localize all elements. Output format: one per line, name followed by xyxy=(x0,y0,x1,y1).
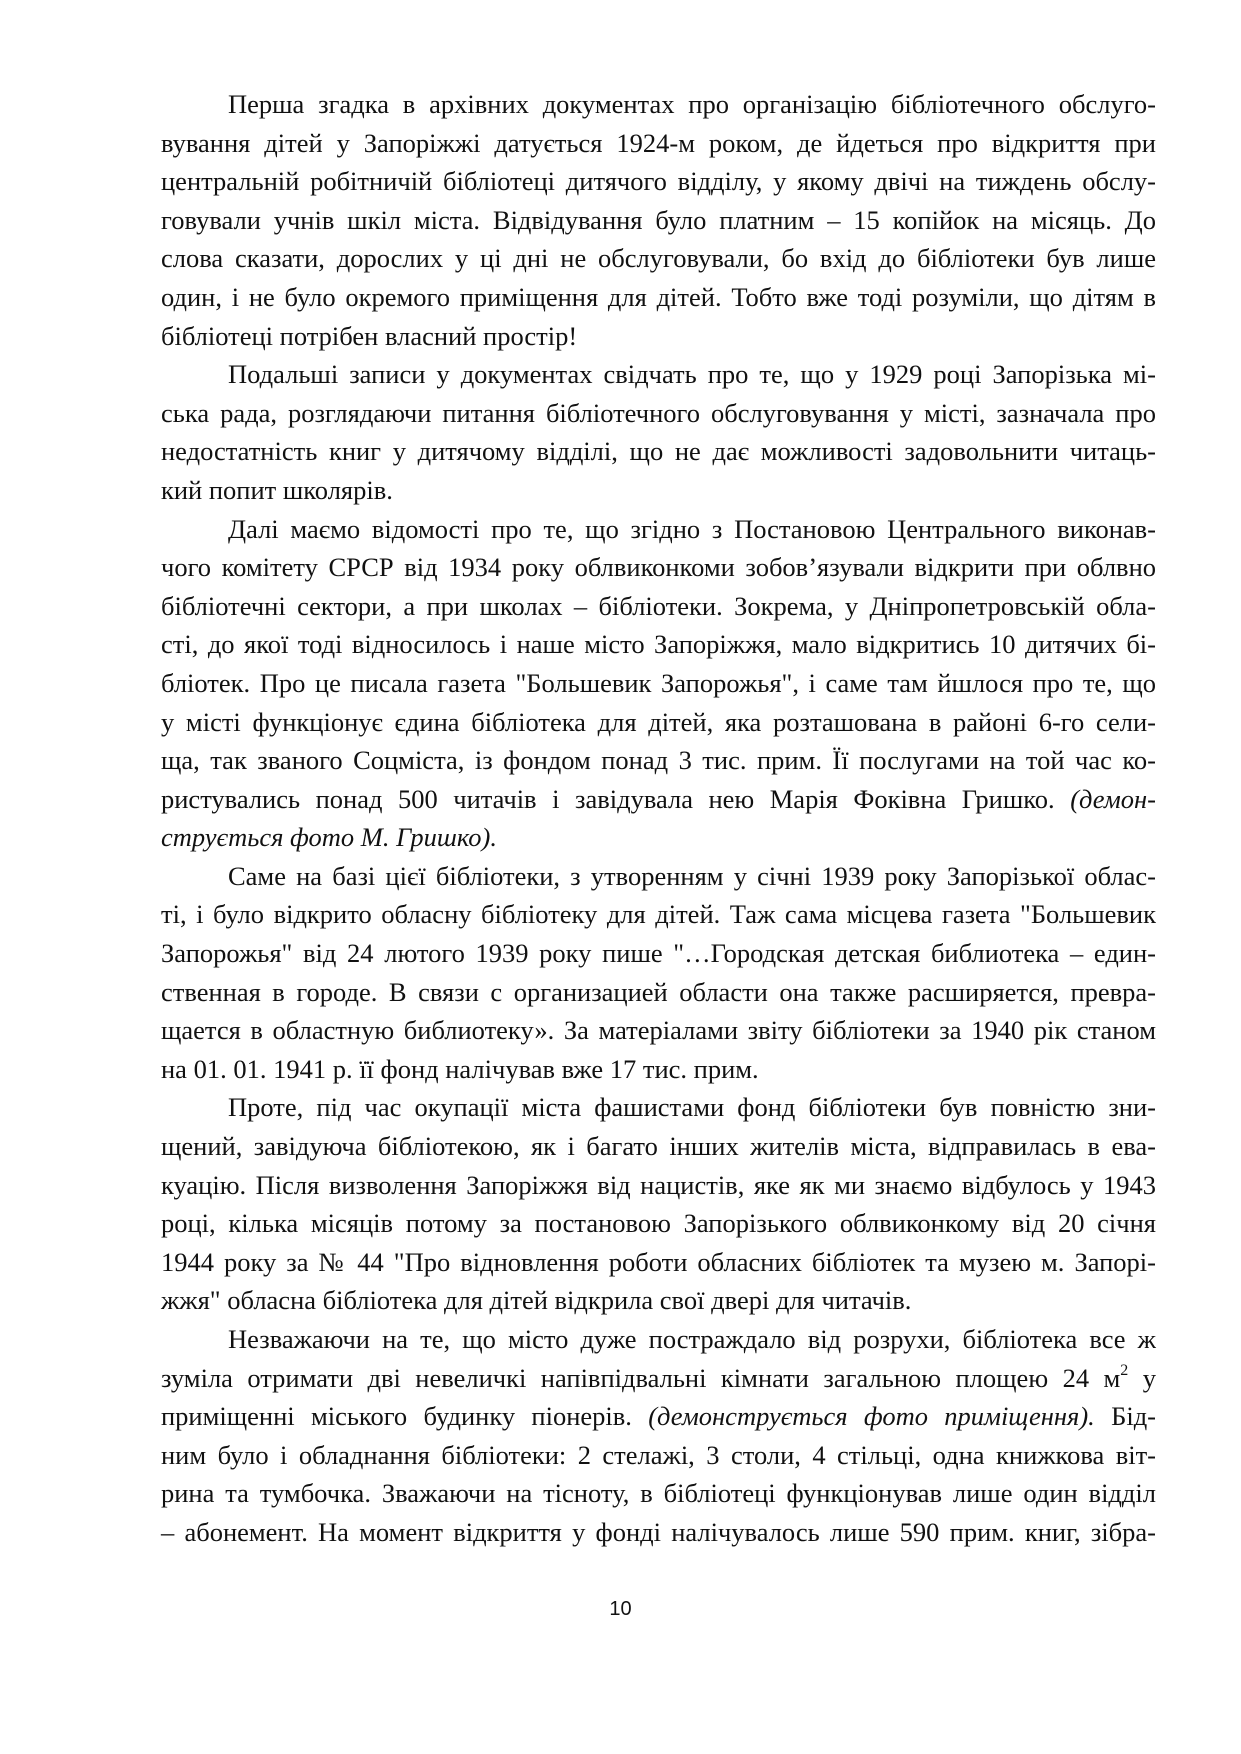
text-line: ним було і обладнання бібліотеки: 2 стелажі, 3 столи, 4 стільці, одна книжкова віт- xyxy=(161,1439,1156,1470)
text-line: Перша згадка в архівних документах про організацію бібліотечного обслуго- xyxy=(228,89,1156,119)
body-text xyxy=(94,85,1156,1552)
text-line: щается в областную библиотеку». За матеріалами звіту бібліотеки за 1940 рік станом xyxy=(161,1015,1156,1046)
text-line xyxy=(94,1397,1156,1436)
text-line: вування дітей у Запоріжжі датується 1924-м роком, де йдеться про відкриття при xyxy=(161,127,1156,158)
page-number: 10 xyxy=(609,1598,632,1620)
text-line: говували учнів шкіл міста. Відвідування було платним – 15 копійок на місяць. До xyxy=(161,204,1156,235)
text-line: слова сказати, дорослих у ці дні не обслуговували, бо вхід до бібліотеки був лише xyxy=(161,243,1156,274)
text-line: ственная в городе. В связи с организацией области она также расширяется, превра- xyxy=(161,976,1156,1007)
text-line: недостатність книг у дитячому відділі, що не дає можливості задовольнити читаць- xyxy=(161,436,1156,467)
text-line xyxy=(94,780,1156,819)
text-line: Далі маємо відомості про те, що згідно з Постановою Центрального виконав- xyxy=(228,513,1156,544)
text-line: Проте, під час окупації міста фашистами фонд бібліотеки був повністю зни- xyxy=(228,1092,1156,1123)
text-line: Незважаючи на те, що місто дуже постраждало від розрухи, бібліотека все ж xyxy=(228,1324,1156,1354)
text-run: ристувались понад 500 читачів і завідувала нею Марія Фоківна Гришко. xyxy=(161,783,1055,814)
paragraph-5 xyxy=(94,1088,1156,1320)
text-line: рина та тумбочка. Зважаючи на тісноту, в бібліотеці функціонував лише один відділ xyxy=(161,1478,1156,1509)
superscript: 2 xyxy=(1120,1361,1129,1379)
paragraph-1 xyxy=(94,85,1156,355)
text-run: приміщенні міського будинку піонерів. xyxy=(161,1401,632,1432)
italic-note: (демонструється фото приміщення). xyxy=(648,1401,1095,1432)
text-line: – абонемент. На момент відкриття у фонді налічувалось лише 590 прим. книг, зібра- xyxy=(161,1516,1156,1547)
paragraph-2 xyxy=(94,355,1156,509)
paragraph-6 xyxy=(94,1320,1156,1552)
paragraph-3 xyxy=(94,510,1156,857)
text-line: щений, завідуюча бібліотекою, як і багато інших жителів міста, відправилась в ева- xyxy=(161,1131,1156,1162)
text-line: 1944 року за № 44 "Про відновлення роботи обласних бібліотек та музею м. Запорі- xyxy=(161,1246,1156,1277)
text-line: один, і не було окремого приміщення для дітей. Тобто вже тоді розуміли, що дітям в xyxy=(161,281,1156,312)
text-line: Подальші записи у документах свідчать про те, що у 1929 році Запорізька мі- xyxy=(228,359,1156,390)
text-line: чого комітету СРСР від 1934 року облвиконкоми зобов’язували відкрити при облвно xyxy=(161,552,1156,583)
text-line: куацію. Після визволення Запоріжжя від нацистів, яке як ми знаємо відбулось у 1943 xyxy=(161,1169,1156,1200)
paragraph-4 xyxy=(94,857,1156,1089)
text-run: зуміла отримати дві невеличкі напівпідвальні кімнати загальною площею 24 м xyxy=(161,1362,1121,1393)
text-line: сті, до якої тоді відносилось і наше місто Запоріжжя, мало відкритись 10 дитячих бі- xyxy=(161,629,1156,660)
text-line: центральній робітничій бібліотеці дитячого відділу, у якому двічі на тиждень обслу- xyxy=(161,166,1156,197)
text-line: на 01. 01. 1941 р. її фонд налічував вже 17 тис. прим. xyxy=(161,1053,759,1084)
text-line: бліотек. Про це писала газета "Большевик Запорожья", і саме там йшлося про те, що xyxy=(161,667,1156,698)
text-line: кий попит школярів. xyxy=(161,474,393,505)
text-line: ті, і було відкрито обласну бібліотеку для дітей. Таж сама місцева газета "Большевик xyxy=(161,899,1156,930)
text-line: бібліотеці потрібен власний простір! xyxy=(161,320,578,351)
text-line xyxy=(94,1359,1156,1398)
text-line: Саме на базі цієї бібліотеки, з утворенням у січні 1939 року Запорізької облас- xyxy=(228,860,1156,891)
text-run: Бід- xyxy=(1094,1401,1157,1432)
text-line: бібліотечні сектори, а при школах – бібліотеки. Зокрема, у Дніпропетровській обла- xyxy=(161,590,1156,621)
text-line: Запорожья" від 24 лютого 1939 року пише "…Городская детская библиотека – един- xyxy=(161,938,1156,969)
text-line: році, кілька місяців потому за постановою Запорізького облвиконкому від 20 січня xyxy=(161,1208,1156,1239)
italic-note: (демон- xyxy=(1070,783,1157,814)
text-line: у місті функціонує єдина бібліотека для дітей, яка розташована в районі 6-го сели- xyxy=(161,706,1156,737)
text-line: жжя" обласна бібліотека для дітей відкрила свої двері для читачів. xyxy=(161,1285,912,1316)
text-line: ська рада, розглядаючи питання бібліотечного обслуговування у місті, зазначала про xyxy=(161,397,1156,428)
text-line xyxy=(94,818,1156,857)
text-line: ща, так званого Соцміста, із фондом понад 3 тис. прим. Її послугами на той час ко- xyxy=(161,745,1156,776)
text-run: у xyxy=(1128,1362,1156,1393)
italic-note: струється фото М. Гришко). xyxy=(161,822,497,853)
